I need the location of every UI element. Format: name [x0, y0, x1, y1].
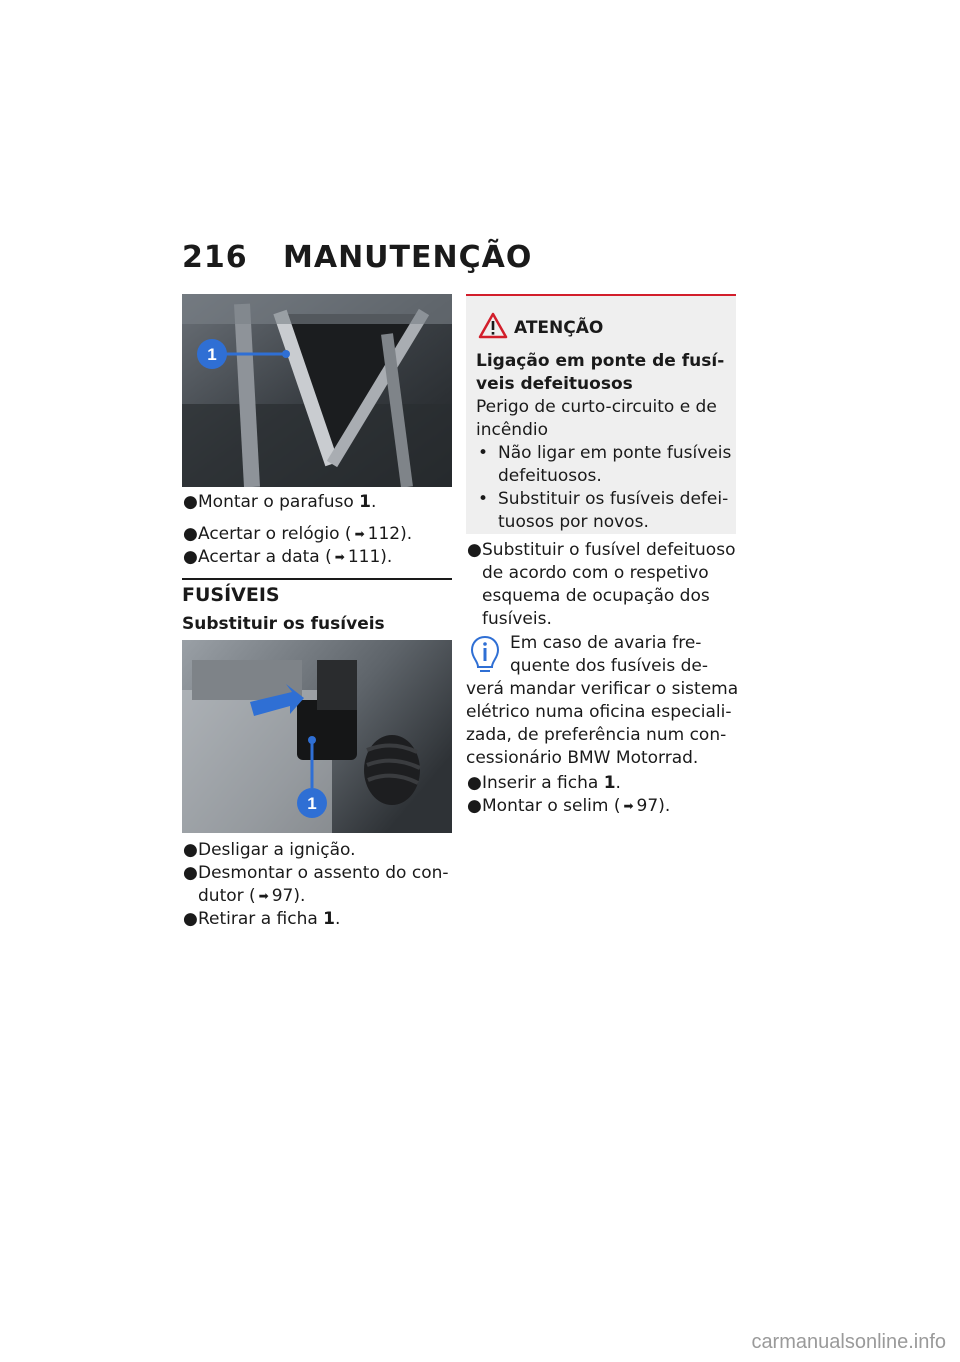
warning-box [466, 294, 736, 534]
list-item: • Substituir os fusíveis defei- tuosos por novos. [478, 489, 729, 532]
list-item: ● Desmontar o assento do con- dutor ( ➡ 97). [183, 863, 449, 906]
photo1-callout-label: 1 [207, 345, 217, 364]
photo-fuse-box-illustration [182, 640, 452, 833]
section-title: FUSÍVEIS [182, 584, 280, 606]
page-ref-arrow-icon: ➡ [623, 799, 634, 813]
list-item: ● Acertar a data ( ➡ 111). [183, 547, 393, 567]
list-item: • Não ligar em ponte fusíveis defeituosos. [478, 443, 732, 486]
photo-engine-frame [182, 294, 452, 487]
photo-engine-frame-illustration [182, 294, 452, 487]
list-item: ● Inserir a ficha 1. [467, 773, 621, 793]
list-item: ● Montar o selim ( ➡ 97). [467, 796, 671, 816]
page-ref-arrow-icon: ➡ [354, 527, 365, 541]
list-item: ● Substituir o fusível defeituoso de acordo com o respetivo esquema de ocupação dos fusíveis. [467, 540, 736, 629]
page-number: 216 [182, 240, 248, 275]
steps-list-2 [182, 839, 452, 931]
page-ref[interactable]: 112 [367, 524, 401, 544]
warning-items [476, 442, 732, 534]
photo-fuse-box [182, 640, 452, 833]
warning-title: Ligação em ponte de fusí- veis defeituosos [476, 351, 725, 394]
list-item: ● Montar o parafuso 1. [183, 492, 377, 512]
list-item: ● Desligar a ignição. [183, 840, 356, 860]
info-note: Em caso de avaria fre- quente dos fusíveis de- verá mandar verificar o sistema elétrico numa oficina especiali- zada, de preferência num con- cessionário BMW Motorrad. [466, 633, 739, 768]
warning-heading: ATENÇÃO [514, 318, 604, 338]
page-ref[interactable]: 111 [347, 547, 381, 567]
chapter-title: MANUTENÇÃO [283, 240, 533, 275]
steps-list-3 [466, 772, 740, 818]
page-ref[interactable]: 97 [636, 796, 659, 816]
page-ref-arrow-icon: ➡ [258, 889, 269, 903]
warning-triangle-icon [478, 312, 508, 339]
page-ref-arrow-icon: ➡ [334, 550, 345, 564]
watermark: carmanualsonline.info [751, 1331, 946, 1353]
subsection-title: Substituir os fusíveis [182, 614, 385, 634]
steps-list-1 [182, 491, 452, 569]
step-replace-fuse [466, 539, 740, 631]
section-divider [182, 578, 452, 580]
photo2-callout-label: 1 [307, 794, 317, 813]
page-ref[interactable]: 97 [271, 886, 294, 906]
warning-description: Perigo de curto-circuito e de incêndio [476, 397, 717, 440]
list-item: ● Retirar a ficha 1. [183, 909, 341, 929]
list-item: ● Acertar o relógio ( ➡ 112). [183, 524, 413, 544]
